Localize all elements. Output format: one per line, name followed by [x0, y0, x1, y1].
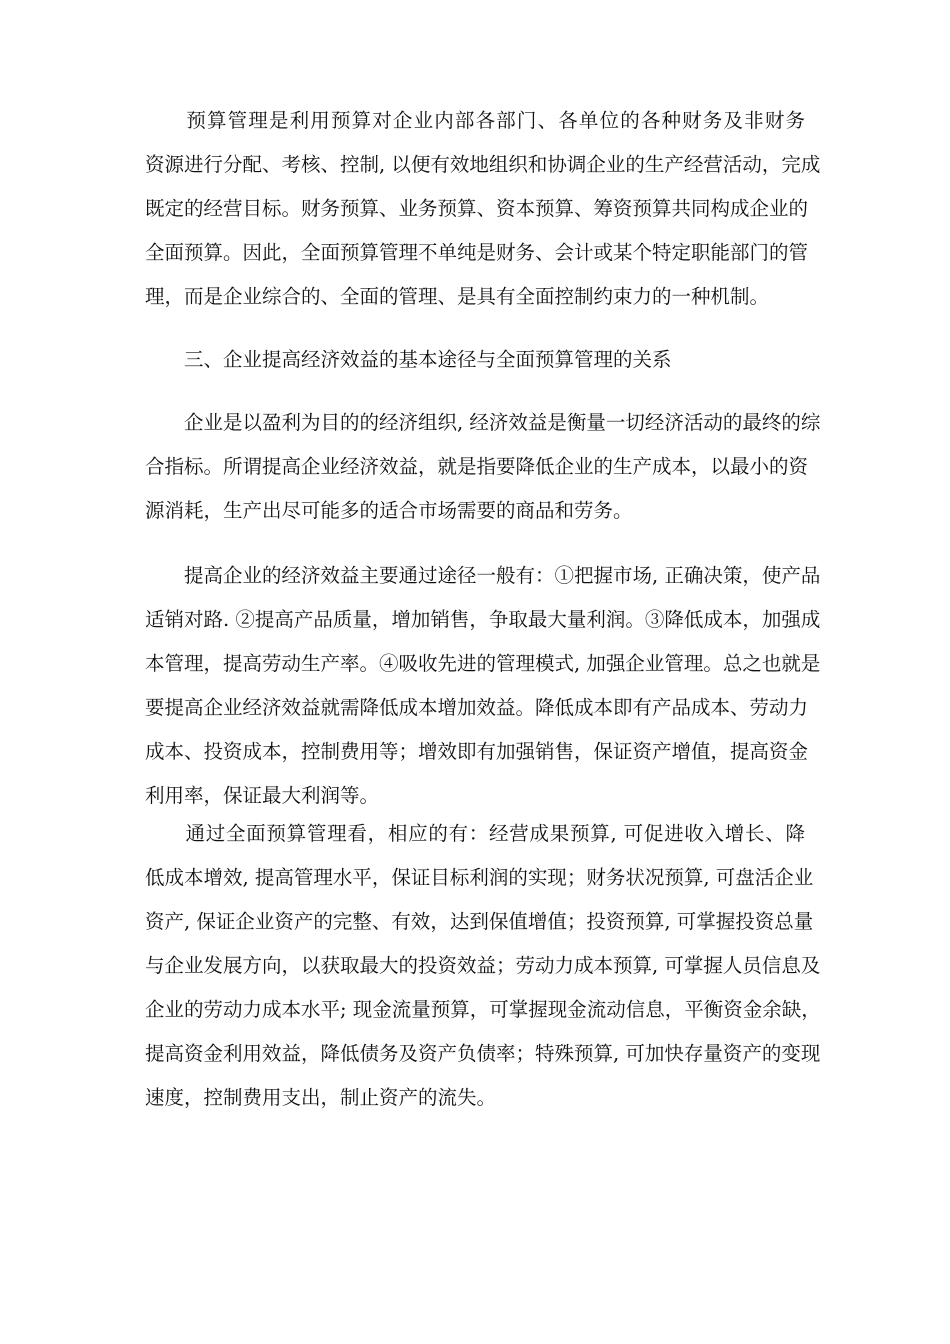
- text-line: 低成本增效, 提高管理水平，保证目标利润的实现；财务状况预算, 可盘活企业: [145, 866, 814, 889]
- section-heading: 三、企业提高经济效益的基本途径与全面预算管理的关系: [145, 348, 672, 371]
- text-line: 速度，控制费用支出，制止资产的流失。: [145, 1086, 497, 1109]
- text-line: 预算管理是利用预算对企业内部各部门、各单位的各种财务及非财务: [145, 109, 805, 132]
- paragraph-comprehensive-budget: [145, 812, 821, 1120]
- text-line: 源消耗，生产出尽可能多的适合市场需要的商品和劳务。: [145, 499, 633, 522]
- text-line: 理，而是企业综合的、全面的管理、是具有全面控制约束力的一种机制。: [145, 285, 770, 308]
- text-line: 通过全面预算管理看，相应的有：经营成果预算, 可促进收入增长、降: [145, 822, 805, 845]
- text-line: 资产, 保证企业资产的完整、有效，达到保值增值；投资预算, 可掌握投资总量: [145, 910, 814, 933]
- text-line: 适销对路. ②提高产品质量，增加销售，争取最大量利润。③降低成本，加强成: [145, 608, 821, 631]
- paragraph-budget-management: [145, 99, 821, 319]
- text-line: 提高资金利用效益，降低债务及资产负债率；特殊预算, 可加快存量资产的变现: [145, 1042, 821, 1065]
- text-line: 既定的经营目标。财务预算、业务预算、资本预算、筹资预算共同构成企业的: [145, 197, 809, 220]
- text-line: 企业的劳动力成本水平; 现金流量预算，可掌握现金流动信息，平衡资金余缺，: [145, 998, 821, 1021]
- text-line: 企业是以盈利为目的的经济组织, 经济效益是衡量一切经济活动的最终的综: [145, 411, 821, 434]
- text-line: 与企业发展方向，以获取最大的投资效益；劳动力成本预算, 可掌握人员信息及: [145, 954, 821, 977]
- text-line: 本管理，提高劳动生产率。④吸收先进的管理模式, 加强企业管理。总之也就是: [145, 652, 821, 675]
- text-line: 全面预算。因此，全面预算管理不单纯是财务、会计或某个特定职能部门的管: [145, 241, 809, 264]
- paragraph-improvement-approaches: [145, 554, 821, 818]
- text-line: 要提高企业经济效益就需降低成本增加效益。降低成本即有产品成本、劳动力: [145, 696, 809, 719]
- text-line: 提高企业的经济效益主要通过途径一般有：①把握市场, 正确决策，使产品: [145, 564, 821, 587]
- text-line: 资源进行分配、考核、控制, 以便有效地组织和协调企业的生产经营活动，完成: [145, 153, 821, 176]
- text-line: 利用率，保证最大利润等。: [145, 784, 380, 807]
- text-line: 合指标。所谓提高企业经济效益，就是指要降低企业的生产成本，以最小的资: [145, 455, 809, 478]
- text-line: 成本、投资成本，控制费用等；增效即有加强销售，保证资产增值，提高资金: [145, 740, 809, 763]
- paragraph-economic-benefit: [145, 401, 821, 533]
